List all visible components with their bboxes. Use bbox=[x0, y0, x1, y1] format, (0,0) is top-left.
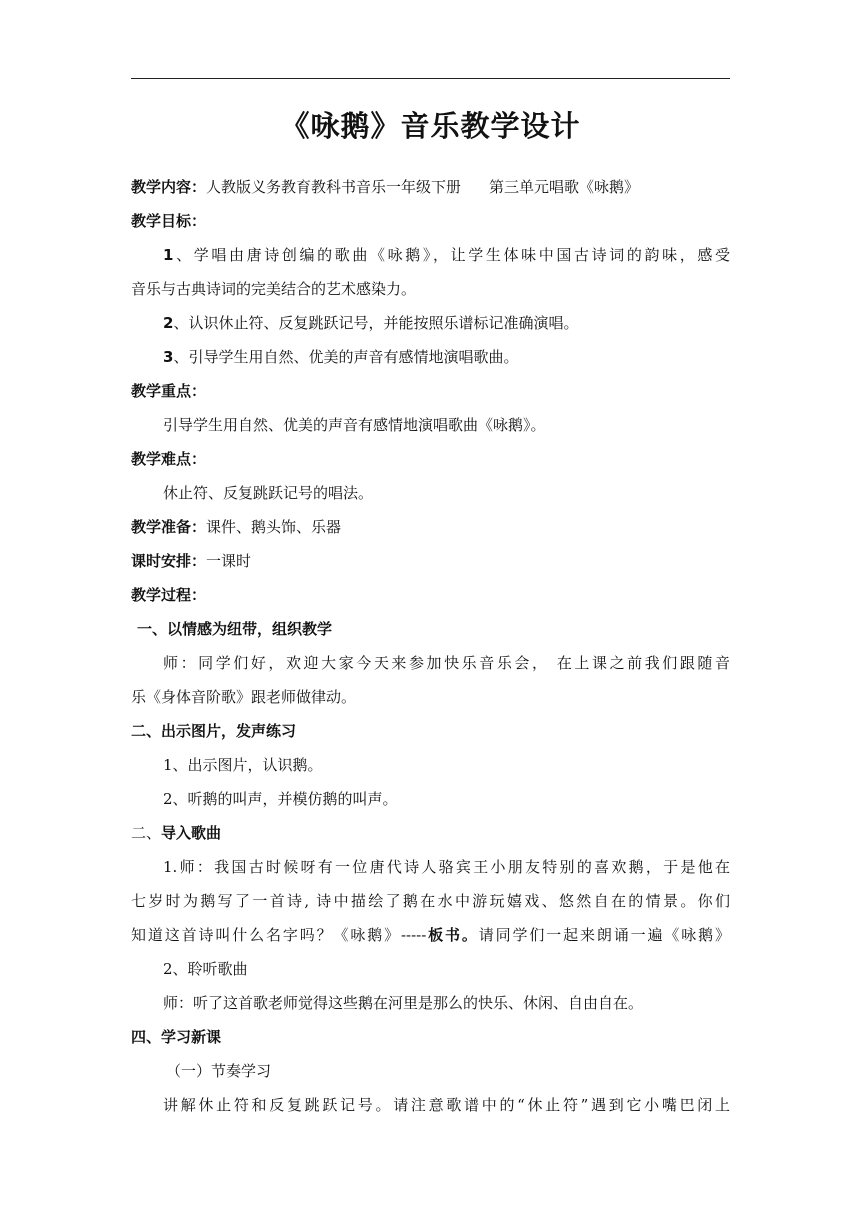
teaching-content-line bbox=[131, 170, 730, 204]
teaching-difficulty-label: 教学难点： bbox=[131, 450, 207, 468]
schedule-text: 一课时 bbox=[206, 552, 252, 570]
goal-2 bbox=[131, 306, 730, 340]
section-1-line-1: 师：同学们好，欢迎大家今天来参加快乐音乐会， 在上课之前我们跟随音 bbox=[163, 654, 730, 672]
section-3-line-3-tail: 请同学们一起来朗诵一遍《咏鹅》 bbox=[478, 926, 730, 944]
teaching-focus-text: 引导学生用自然、优美的声音有感情地演唱歌曲《咏鹅》。 bbox=[163, 416, 546, 434]
goal-3-number: 3 bbox=[163, 348, 174, 366]
section-3-line-4: 师：听了这首歌老师觉得这些鹅在河里是那么的快乐、休闲、自由自在。 bbox=[163, 994, 644, 1012]
goal-1-line-2: 音乐与古典诗词的完美结合的艺术感染力。 bbox=[131, 280, 417, 298]
document-body bbox=[131, 170, 730, 1122]
header-rule bbox=[131, 78, 730, 79]
teaching-content-unit: 第三单元唱歌《咏鹅》 bbox=[489, 178, 640, 196]
section-2-item-2: 2、听鹅的叫声，并模仿鹅的叫声。 bbox=[163, 790, 398, 808]
teaching-content-label: 教学内容： bbox=[131, 178, 207, 196]
board-writing-note: 板书。 bbox=[426, 926, 479, 944]
teaching-content-text: 人教版义务教育教科书音乐一年级下册 bbox=[206, 178, 462, 196]
teaching-goals-label: 教学目标： bbox=[131, 212, 207, 230]
goal-1-text: 、学唱由唐诗创编的歌曲《咏鹅》，让学生体味中国古诗词的韵味，感受 bbox=[173, 246, 730, 264]
goal-2-number: 2 bbox=[163, 314, 174, 332]
section-1-line-2: 乐《身体音阶歌》跟老师做律动。 bbox=[131, 688, 357, 706]
section-3-item-2: 2、聆听歌曲 bbox=[163, 960, 248, 978]
teaching-prep-line bbox=[131, 510, 730, 544]
section-4-subheading: （一）节奏学习 bbox=[166, 1062, 272, 1080]
goal-2-text: 、认识休止符、反复跳跃记号，并能按照乐谱标记准确演唱。 bbox=[173, 314, 579, 332]
section-1-heading: 一、以情感为纽带，组织教学 bbox=[137, 620, 333, 638]
teaching-focus-label: 教学重点： bbox=[131, 382, 207, 400]
document-title: 《咏鹅》音乐教学设计 bbox=[280, 109, 581, 143]
section-3-line-3 bbox=[131, 918, 730, 952]
section-3-heading bbox=[131, 816, 730, 850]
section-3-line-3-text: 知道这首诗叫什么名字吗？《咏鹅》----- bbox=[131, 926, 427, 944]
section-3-number: 二、 bbox=[131, 824, 162, 842]
section-2-item-1: 1、出示图片，认识鹅。 bbox=[163, 756, 323, 774]
schedule-label: 课时安排： bbox=[131, 552, 207, 570]
section-3-line-1: 1.师：我国古时候呀有一位唐代诗人骆宾王小朋友特别的喜欢鹅，于是他在 bbox=[163, 858, 730, 876]
teaching-prep-text: 课件、鹅头饰、乐器 bbox=[206, 518, 342, 536]
section-4-heading: 四、学习新课 bbox=[131, 1028, 222, 1046]
teaching-process-label: 教学过程： bbox=[131, 586, 207, 604]
section-3-title: 导入歌曲 bbox=[161, 824, 222, 842]
goal-3-text: 、引导学生用自然、优美的声音有感情地演唱歌曲。 bbox=[173, 348, 519, 366]
schedule-line bbox=[131, 544, 730, 578]
teaching-difficulty-text: 休止符、反复跳跃记号的唱法。 bbox=[163, 484, 374, 502]
section-2-heading: 二、出示图片，发声练习 bbox=[131, 722, 297, 740]
teaching-prep-label: 教学准备： bbox=[131, 518, 207, 536]
section-3-line-2: 七岁时为鹅写了一首诗, 诗中描绘了鹅在水中游玩嬉戏、悠然自在的情景。你们 bbox=[131, 892, 730, 910]
section-4-line-1: 讲解休止符和反复跳跃记号。请注意歌谱中的“休止符”遇到它小嘴巴闭上 bbox=[163, 1096, 730, 1114]
goal-1-number: 1 bbox=[163, 246, 174, 264]
goal-1-line-1 bbox=[131, 238, 730, 272]
goal-3 bbox=[131, 340, 730, 374]
